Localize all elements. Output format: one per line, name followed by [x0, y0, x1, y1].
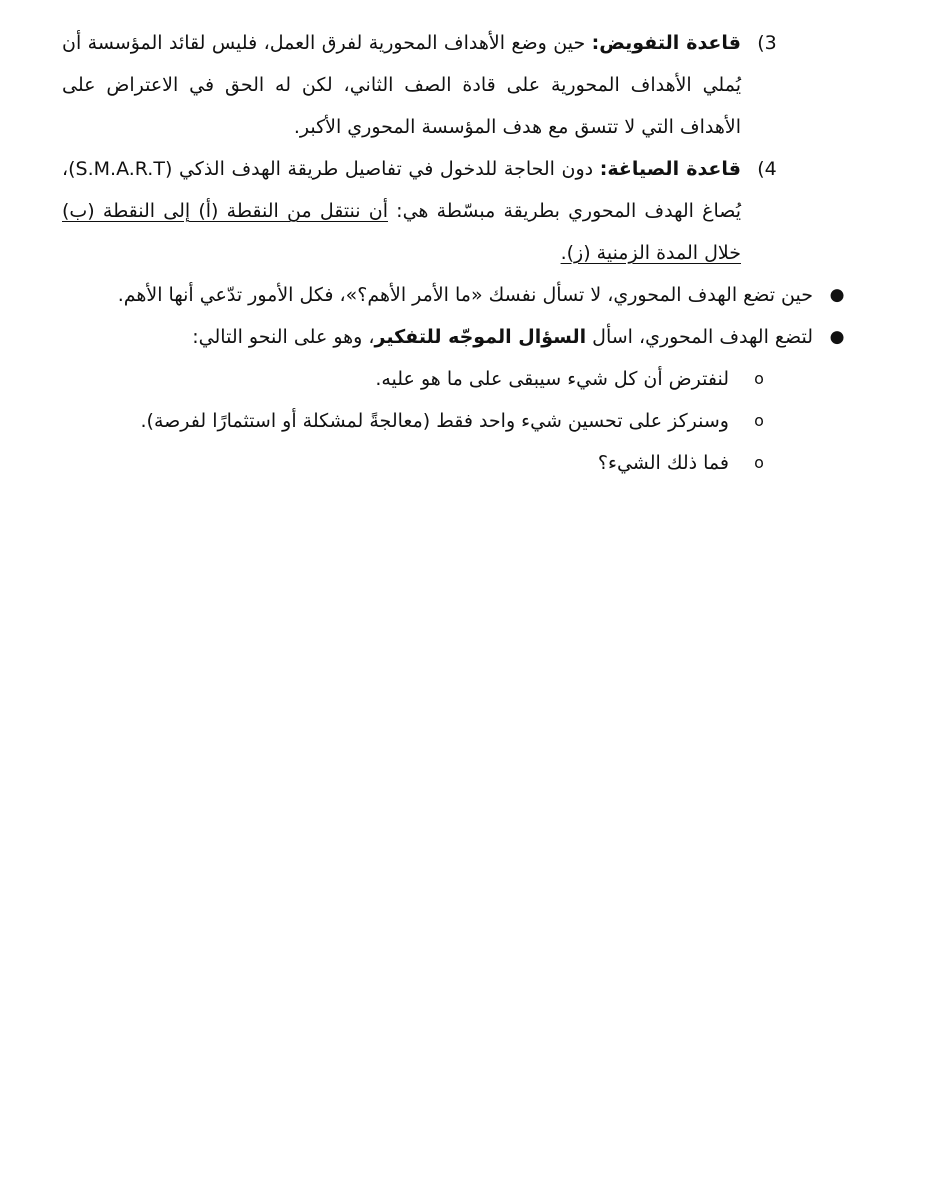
- sub-bullet-item-1: [62, 358, 764, 400]
- underlined-formula: أن ننتقل من النقطة (أ) إلى النقطة (ب) خلال المدة الزمنية (ز).: [62, 200, 741, 264]
- sub-bullet-symbol: o: [754, 453, 764, 472]
- rule-item-4: [62, 148, 777, 274]
- sub-bullet-symbol: o: [754, 369, 764, 388]
- bullet-text: حين تضع الهدف المحوري، لا تسأل نفسك «ما الأمر الأهم؟»، فكل الأمور تدّعي أنها الأهم.: [117, 284, 813, 306]
- bullet-text-after: ، وهو على النحو التالي:: [192, 326, 375, 348]
- bullet-symbol: ●: [829, 327, 845, 347]
- bullet-symbol: ●: [829, 285, 845, 305]
- sub-bullet-item-2: [62, 400, 764, 442]
- sub-bullet-text: لنفترض أن كل شيء سيبقى على ما هو عليه.: [375, 368, 729, 390]
- bullet-item-1: [62, 274, 845, 316]
- item-number: 4): [757, 158, 777, 180]
- rule-item-3: [62, 22, 777, 148]
- sub-bullet-item-3: [62, 442, 764, 484]
- bullet-text-before: لتضع الهدف المحوري، اسأل: [586, 326, 813, 348]
- rule-text: حين وضع الأهداف المحورية لفرق العمل، فليس لقائد المؤسسة أن يُملي الأهداف المحورية على قادة الصف الثاني، لكن له الحق في الاعتراض على الأهداف التي لا تتسق مع هدف المؤسسة المحوري الأكبر.: [62, 32, 741, 138]
- sub-bullet-text: وسنركز على تحسين شيء واحد فقط (معالجةً لمشكلة أو استثمارًا لفرصة).: [140, 410, 729, 432]
- bullet-bold-phrase: السؤال الموجّه للتفكير: [374, 326, 587, 348]
- rule-title: قاعدة الصياغة:: [599, 158, 741, 180]
- rule-text: دون الحاجة للدخول في تفاصيل طريقة الهدف الذكي (S.M.A.R.T)، يُصاغ الهدف المحوري بطريقة مبسّطة هي:: [62, 158, 741, 222]
- sub-bullet-symbol: o: [754, 411, 764, 430]
- rule-title: قاعدة التفويض:: [591, 32, 741, 54]
- sub-bullet-text: فما ذلك الشيء؟: [597, 452, 729, 474]
- bullet-item-2: [62, 316, 845, 358]
- item-number: 3): [757, 32, 777, 54]
